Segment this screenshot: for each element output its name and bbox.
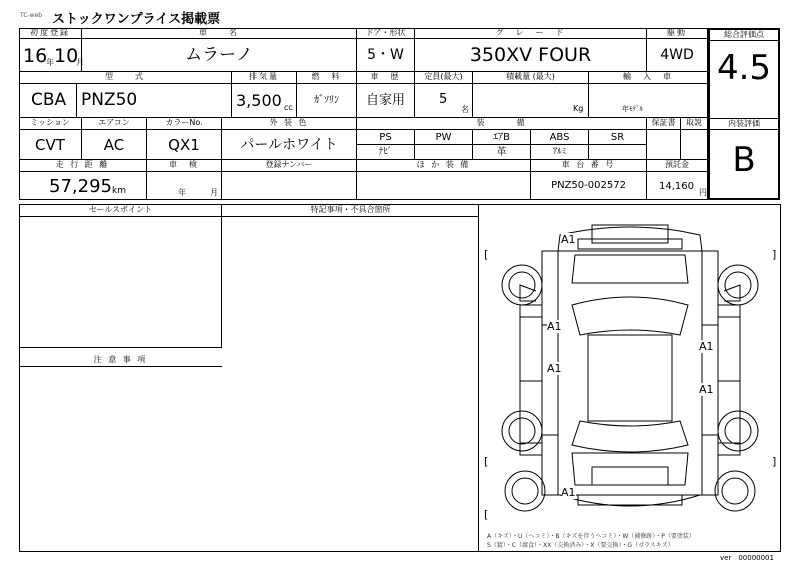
history-value: 自家用 [357,84,415,118]
bracket-left-top: [ [484,248,489,261]
reg-year: 16 [23,45,48,67]
label-load: 積載量 (最大) [473,72,589,84]
label-capacity: 定員(最大) [415,72,473,84]
color-no-value: QX1 [147,130,222,160]
label-overall: 総合評価点 [710,30,778,41]
notes-box [222,204,479,552]
label-color-no: カラーNo. [147,118,222,130]
label-equipment: 装 備 [357,118,647,130]
label-manual: 取説 [681,118,708,130]
logo: TC-web [20,12,43,19]
bracket-left-legend: [ [484,508,489,521]
label-mileage: 走 行 距 離 [19,160,147,172]
capacity-number: 5 [439,92,448,107]
sales-point-label: セールスポイント [19,205,222,217]
notes-label: 特記事項・不具合箇所 [222,205,479,217]
plate-value [222,172,357,200]
sales-point-box [19,204,222,348]
label-drive: 駆動 [647,28,708,39]
label-first-reg: 初度登録 [19,28,82,39]
label-model: 型 式 [19,72,232,84]
car-name-value: ムラーノ [82,39,357,72]
label-fuel: 燃 料 [297,72,357,84]
model-divider [76,84,77,118]
caution-label: 注 意 事 項 [19,355,222,367]
legend-line-2: S（錆）・C（腐食）・XX（交換済み）・X（要交換）・G（ガラスキズ） [487,542,674,549]
model-value [19,84,232,118]
label-mission: ミッション [19,118,82,130]
load-value [473,84,589,118]
first-reg-value [19,39,82,72]
damage-mark: A1 [547,320,562,333]
label-import: 輸 入 車 [589,72,708,84]
chassis-value: PNZ50-002572 [531,172,647,200]
equip-blank1 [415,145,473,160]
import-value [589,84,708,118]
equip-pw: PW [415,130,473,145]
damage-mark: A1 [699,340,714,353]
bracket-right-top: ] [772,248,777,261]
label-car-name: 車 名 [82,28,357,39]
reg-month: 10 [54,45,79,67]
reg-year-unit: 年 [46,58,54,67]
aircon-value: AC [82,130,147,160]
damage-mark: A1 [561,486,576,499]
label-exterior: 外 装 色 [222,118,357,130]
mileage-unit: km [112,186,126,196]
fuel-value: ｶﾞｿﾘﾝ [297,84,357,118]
label-chassis: 車 台 番 号 [531,160,647,172]
door-type-value: 5・W [357,39,415,72]
legend-line-1: A（キズ）・U（ヘコミ）・B（キズを伴うヘコミ）・W（補修跡）・P（要塗装） [487,533,695,540]
reg-month-unit: 月 [76,58,84,67]
label-history: 車 歴 [357,72,415,84]
inspection-value [147,172,222,200]
displacement-number: 3,500 [236,91,282,110]
equip-navi: ﾅﾋﾞ [357,145,415,160]
equip-abs: ABS [531,130,589,145]
equip-blank2 [589,145,647,160]
label-displacement: 排気量 [232,72,297,84]
load-unit: Kg [573,104,584,113]
interior-score-value: B [732,140,756,180]
inspection-year-unit: 年 [178,188,186,197]
label-deposit: 預託金 [647,160,708,172]
capacity-unit: 名 [461,105,469,114]
drive-value: 4WD [647,39,708,72]
deposit-unit: 円 [699,188,707,197]
exterior-color-value: パールホワイト [222,130,357,160]
displacement-value [232,84,297,118]
label-interior: 内装評価 [710,118,778,130]
label-plate: 登録ナンバー [222,160,357,172]
displacement-unit: cc [284,103,293,112]
bracket-right-bottom: ] [772,455,777,468]
equip-ps: PS [357,130,415,145]
mission-value: CVT [19,130,82,160]
equip-alloy: ｱﾙﾐ [531,145,589,160]
mileage-value [19,172,147,200]
car-damage-diagram [480,205,780,551]
damage-mark: A1 [699,383,714,396]
label-door-type: ドア・形状 [357,28,415,39]
inspection-month-unit: 月 [210,188,218,197]
bracket-left-bottom: [ [484,455,489,468]
model-prefix: CBA [31,90,67,110]
equip-leather: 革 [473,145,531,160]
damage-mark: A1 [561,233,576,246]
mileage-number: 57,295 [49,176,112,197]
warranty-value [647,130,681,160]
other-equip-value [357,172,531,200]
equip-sr: SR [589,130,647,145]
model-year-label: 年ﾓﾃﾞﾙ [622,105,643,113]
label-grade: グ レ ー ド [415,28,647,39]
label-inspection: 車 検 [147,160,222,172]
deposit-number: 14,160 [659,181,694,192]
label-warranty: 保証書 [647,118,681,130]
page-title: ストックワンプライス掲載票 [52,12,221,27]
version-label: ver 00000001 [720,554,774,562]
label-other-equip: ほ か 装 備 [357,160,531,172]
label-aircon: エアコン [82,118,147,130]
deposit-value [647,172,708,200]
overall-score-value: 4.5 [716,48,772,88]
equip-airbag: ｴｱB [473,130,531,145]
manual-value [681,130,708,160]
grade-value: 350XV FOUR [415,39,647,72]
capacity-value [415,84,473,118]
model-code: PNZ50 [81,90,138,110]
damage-mark: A1 [547,362,562,375]
